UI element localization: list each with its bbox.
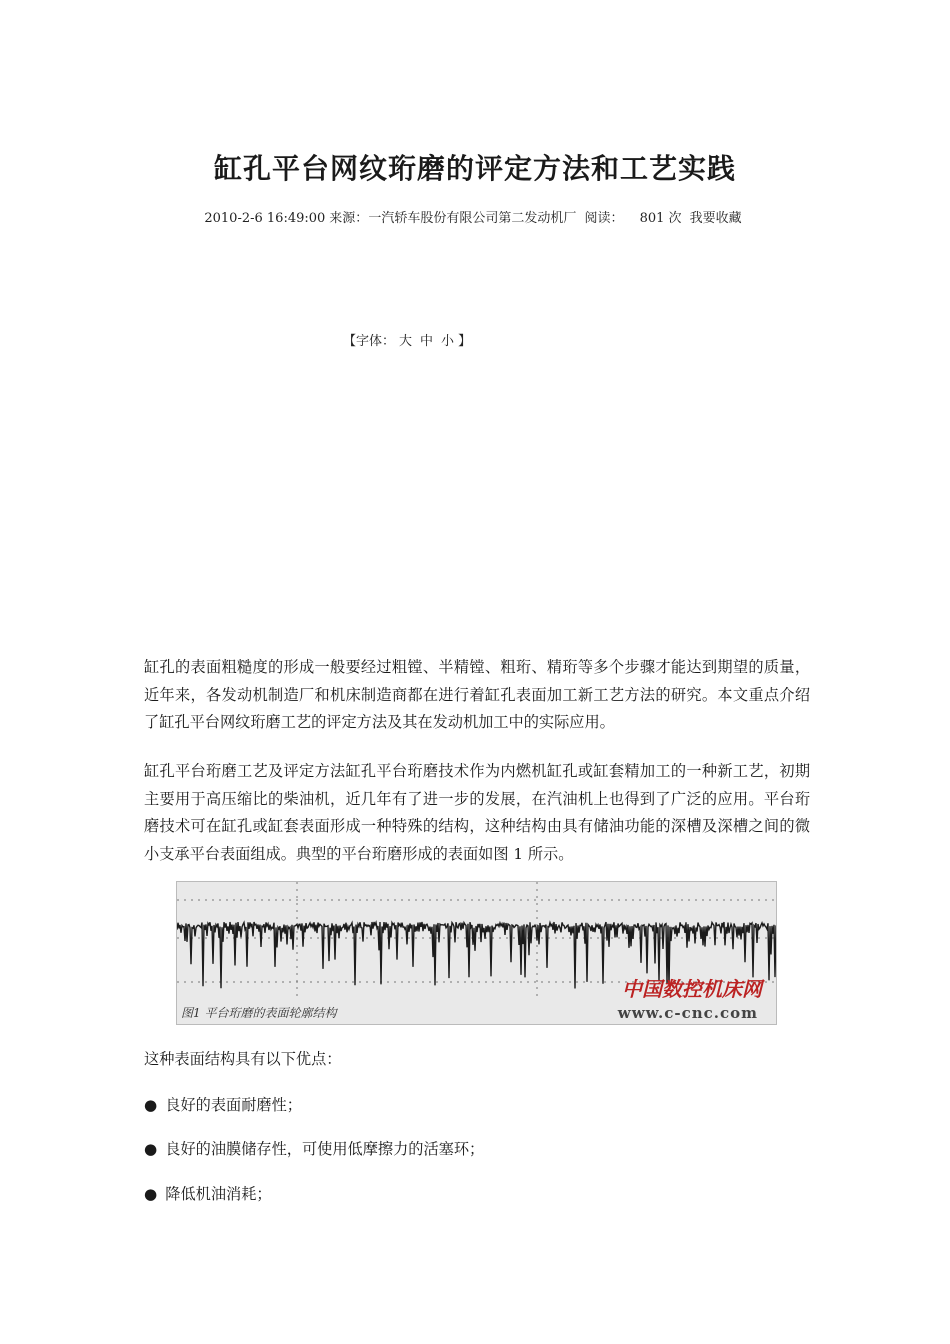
intro-paragraph: 缸孔的表面粗糙度的形成一般要经过粗镗、半精镗、粗珩、精珩等多个步骤才能达到期望的质量，近年来，各发动机制造厂和机床制造商都在进行着缸孔表面加工新工艺方法的研究。本文重点介绍了缸孔平台网纹珩磨工艺的评定方法及其在发动机加工中的实际应用。 (144, 658, 810, 731)
advantages-intro: 这种表面结构具有以下优点： (144, 1050, 342, 1068)
advantage-item (144, 1183, 272, 1204)
font-size-medium-button[interactable]: 中 (420, 334, 434, 349)
article-title: 缸孔平台网纹珩磨的评定方法和工艺实践 (213, 151, 736, 185)
publish-datetime: 2010-2-6 16:49:00 (204, 211, 326, 226)
article-meta (0, 207, 950, 226)
reads-label: 阅读： (584, 211, 624, 226)
figure-caption: 图1 平台珩磨的表面轮廓结构 (181, 1006, 337, 1020)
surface-profile-image (177, 882, 776, 1024)
font-size-close: 】 (458, 334, 472, 349)
reads-count: 801 (639, 211, 665, 226)
advantage-item (144, 1138, 484, 1159)
source-name: 一汽轿车股份有限公司第二发动机厂 (368, 211, 577, 226)
watermark-logo: 中国数控机床网 (622, 977, 762, 1001)
reads-unit: 次 (668, 211, 682, 226)
font-size-small-button[interactable]: 小 (441, 334, 455, 349)
font-size-large-button[interactable]: 大 (399, 334, 413, 349)
bullet-icon: ● (144, 1140, 158, 1158)
advantage-item (144, 1094, 302, 1115)
surface-profile-figure (176, 881, 777, 1025)
bullet-icon: ● (144, 1185, 158, 1203)
font-size-selector (343, 330, 471, 349)
bullet-icon: ● (144, 1096, 158, 1114)
favorite-link[interactable]: 我要收藏 (689, 211, 742, 226)
font-size-open: 【字体： (343, 334, 396, 349)
advantage-text: 良好的油膜储存性，可使用低摩擦力的活塞环； (165, 1140, 485, 1158)
source-label: 来源： (329, 211, 369, 226)
advantage-text: 降低机油消耗； (165, 1185, 272, 1203)
method-paragraph: 缸孔平台珩磨工艺及评定方法缸孔平台珩磨技术作为内燃机缸孔或缸套精加工的一种新工艺，初期主要用于高压缩比的柴油机，近几年有了进一步的发展，在汽油机上也得到了广泛的应用。平台珩磨技术可在缸孔或缸套表面形成一种特殊的结构，这种结构由具有储油功能的深槽及深槽之间的微小支承平台表面组成。典型的平台珩磨形成的表面如图 1 所示。 (144, 762, 810, 863)
advantage-text: 良好的表面耐磨性； (165, 1096, 302, 1114)
watermark-url: www.c-cnc.com (617, 1004, 758, 1022)
